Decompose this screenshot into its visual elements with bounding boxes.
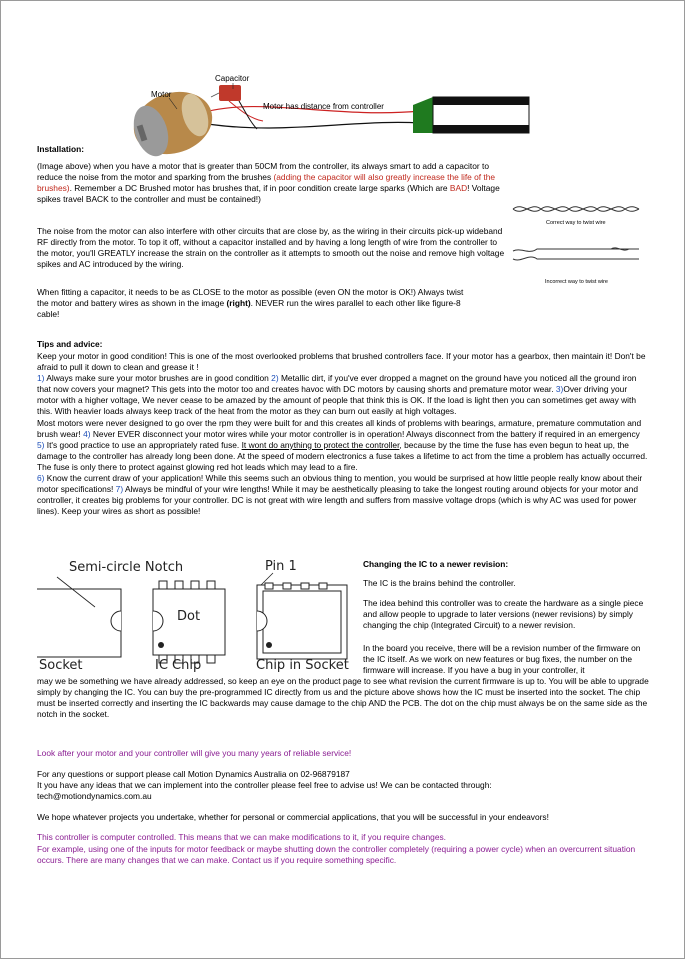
- installation-paragraph-3: When fitting a capacitor, it needs to be as CLOSE to the motor as possible (even ON the motor is OK!) Always twist the motor and battery wires as shown in the image (right). NEVER run the wires parallel to each other like figure-8 cable!: [37, 287, 464, 320]
- revision-paragraph-1: The IC is the brains behind the controller.: [363, 578, 516, 588]
- tips-body: Keep your motor in good condition! This is one of the most overlooked problems that brushed controllers face. If your motor has a gearbox, then maintain it! Don't be afraid to pull it down to clean and grease it ! 1) Always make sure your motor brushes are in good condition 2) Metallic dirt, if you've ever dropped a magnet on the ground have you noticed all the ground iron that now covers your magnet? This gets into the motor too and creates havoc with DC motors by causing shorts and premature motor wear. 3)Over driving your motor with a higher voltage, We never cease to be amazed by the amount of people that think this is OK. If the load is light then you can sometimes get away with this. With heavier loads always keep track of the heat from the motor as they can burn out easily at high voltages. Most motors were never designed to go over the rpm they were built for and this creates all kinds of problems with bearings, armature, premature commutation and brush wear! 4) Never EVER disconnect your motor wires while your motor controller is in operation! Always disconnect from the battery if required in an emergency 5) It's good practice to use an appropriately rated fuse. It wont do anything to protect the controller, because by the time the fuse has even begun to heat up, the damage to the controller has already long been done. At the speed of modern electronics a fuse takes a lifetime to act from the time a problem has actually occurred. The fuse is only there to protect against glowing red hot leads which may lead to a fire. 6) Know the current draw of your application! While this seems such an obvious thing to mention, you would be surprised at how little people really know about their motor specifications! 7) Always be mindful of your wire lengths! While it may be aesthetically pleasing to take the longest routing around objects for your motor and controller, it creates big problems for your controller. DC is not great with wire length and suffers from massive voltage drops (which is why AC was used for power lines). Keep your wires as short as possible!: [37, 351, 648, 517]
- hope-line: We hope whatever projects you undertake, whether for personal or commercial applications, that you will be successful in your endeavors!: [37, 812, 549, 822]
- socket-label: Socket: [39, 658, 83, 673]
- revision-heading: Changing the IC to a newer revision:: [363, 559, 509, 569]
- revision-paragraph-2: The idea behind this controller was to create the hardware as a single piece and allow people to upgrade to later versions (newer revisions) by simply changing the chip (Integrated Circuit) to a newer revision.: [363, 598, 644, 631]
- computer-controlled-line: This controller is computer controlled. This means that we can make modifications to it, if you require changes.: [37, 832, 447, 842]
- notch-label: Semi-circle Notch: [69, 560, 184, 575]
- capacitor-label: Capacitor: [215, 74, 250, 83]
- installation-paragraph-2: The noise from the motor can also interfere with other circuits that are close by, as the wiring in their circuits pick-up wideband RF directly from the motor. To top it off, without a capacitor installed and by having a long length of wire from the controller to the motor, you'll GREATLY increase the strain on the controller as it attempts to smooth out the noise and remove high voltage spikes and AC introduced by the wiring.: [37, 226, 505, 270]
- twisted-wire-illustration: [511, 199, 641, 289]
- dot-label: Dot: [177, 609, 201, 624]
- service-line: Look after your motor and your controller will give you many years of reliable service!: [37, 748, 352, 758]
- incorrect-twist-label: Incorrect way to twist wire: [545, 279, 608, 285]
- ic-chip-label: IC Chip: [155, 658, 202, 673]
- pin1-label: Pin 1: [265, 559, 297, 574]
- distance-label: Motor has distance from controller: [263, 102, 384, 111]
- chip-in-socket-label: Chip in Socket: [256, 658, 349, 673]
- revision-paragraph-3a: In the board you receive, there will be a revision number of the firmware on the IC itself. As we work on new features or bug fixes, the number on the firmware will increase. If you have a bug in your controller, it: [363, 643, 641, 676]
- installation-heading: Installation:: [37, 144, 84, 154]
- tips-heading: Tips and advice:: [37, 339, 103, 349]
- support-line-1: For any questions or support please call Motion Dynamics Australia on 02-96879187: [37, 769, 350, 779]
- modification-example: For example, using one of the inputs for motor feedback or maybe shutting down the controller completely (requiring a power cycle) when an overcurrent situation occurs. There are many changes that we can make. Contact us if you require something specific.: [37, 844, 636, 866]
- motor-wiring-illustration: [1, 1, 685, 161]
- motor-label: Motor: [151, 90, 172, 99]
- installation-paragraph-1: (Image above) when you have a motor that is greater than 50CM from the controller, its always smart to add a capacitor to reduce the noise from the motor and sparking from the brushes (adding the capacitor will also greatly increase the life of the brushes). Remember a DC Brushed motor has brushes that, if in poor condition create large sparks (Which are BAD! Voltage spikes travel BACK to the controller and must be contained!): [37, 161, 500, 205]
- correct-twist-label: Correct way to twist wire: [546, 220, 606, 226]
- support-email[interactable]: tech@motiondynamics.com.au: [37, 791, 152, 801]
- support-line-2: It you have any ideas that we can implement into the controller please feel free to advise us! We can be contacted through:: [37, 780, 492, 790]
- revision-paragraph-3b: may we be something we have already addressed, so keep an eye on the product page to see what revision the current firmware is up to. You will be able to upgrade simply by changing the IC. You can buy the pre-programmed IC directly from us and the picture above shows how the IC must be inserted into the socket. The chip must be inserted correctly and inserting the IC backwards may cause damage to the chip AND the PCB. The dot on the chip must always be on the same side as the notch in the socket.: [37, 676, 649, 720]
